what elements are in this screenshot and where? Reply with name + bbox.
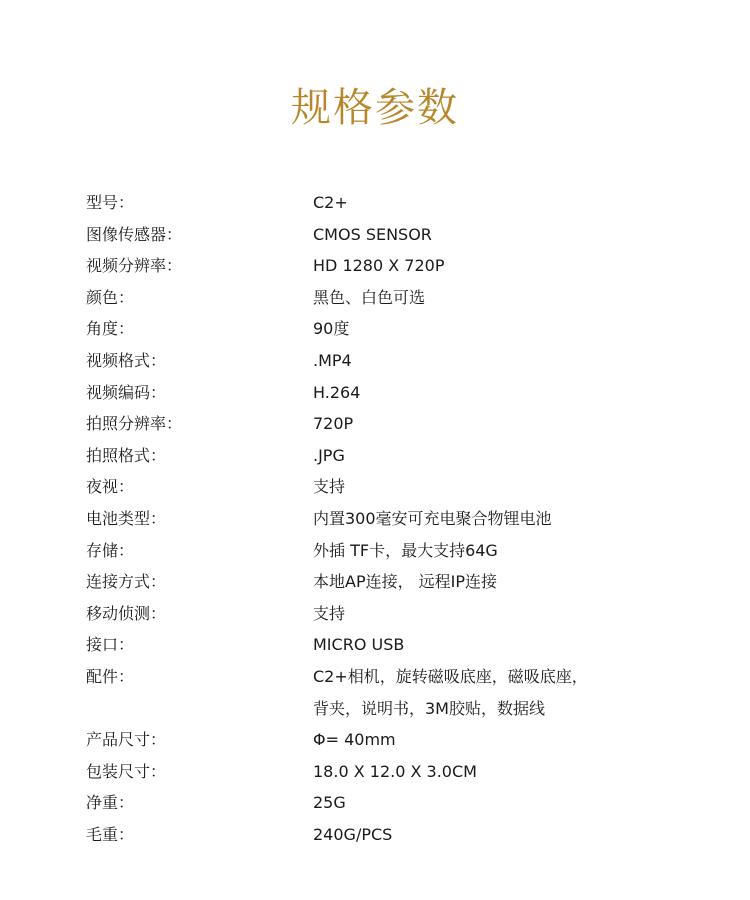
spec-row-battery: [0, 503, 750, 535]
spec-label: 角度：: [86, 319, 135, 339]
spec-label: 图像传感器：: [86, 224, 183, 244]
spec-row-image-sensor: [0, 219, 750, 251]
spec-row-photo-resolution: [0, 408, 750, 440]
spec-label: 配件：: [86, 666, 135, 686]
spec-row-video-resolution: [0, 250, 750, 282]
spec-label: 接口：: [86, 635, 135, 655]
spec-value: MICRO USB: [313, 635, 405, 655]
spec-value: C2+: [313, 193, 348, 212]
spec-label: 视频编码：: [86, 382, 167, 402]
spec-row-video-encoding: [0, 377, 750, 409]
spec-row-package-size: [0, 756, 750, 788]
spec-row-night-vision: [0, 471, 750, 503]
spec-row-angle: [0, 313, 750, 345]
spec-row-accessories: [0, 661, 750, 724]
spec-value: 90度: [313, 319, 350, 339]
spec-value: .MP4: [313, 350, 352, 370]
spec-row-connection: [0, 566, 750, 598]
spec-value: 外插 TF卡，最大支持64G: [313, 540, 498, 560]
spec-value: C2+相机，旋转磁吸底座，磁吸底座，: [313, 666, 588, 686]
spec-value: 25G: [313, 793, 346, 813]
spec-row-photo-format: [0, 440, 750, 472]
spec-label: 毛重：: [86, 824, 135, 844]
spec-value: 18.0 X 12.0 X 3.0CM: [313, 761, 477, 781]
spec-label: 净重：: [86, 793, 135, 813]
spec-row-product-size: [0, 724, 750, 756]
spec-row-motion-detection: [0, 598, 750, 630]
spec-label: 移动侦测：: [86, 603, 167, 623]
page-title: 规格参数: [291, 85, 459, 131]
spec-value: 本地AP连接， 远程IP连接: [313, 572, 498, 592]
spec-label: 电池类型：: [86, 508, 167, 528]
spec-row-model: [0, 187, 750, 219]
spec-label: 产品尺寸：: [86, 730, 167, 750]
spec-list: [0, 187, 750, 850]
spec-value: CMOS SENSOR: [313, 224, 432, 244]
spec-label: 拍照格式：: [86, 445, 167, 465]
spec-label: 拍照分辨率：: [86, 414, 183, 434]
spec-row-net-weight: [0, 787, 750, 819]
spec-value: 内置300毫安可充电聚合物锂电池: [313, 508, 552, 528]
spec-label: 视频分辨率：: [86, 256, 183, 276]
spec-row-video-format: [0, 345, 750, 377]
spec-value: .JPG: [313, 445, 345, 465]
spec-value: 240G/PCS: [313, 824, 393, 844]
spec-value: HD 1280 X 720P: [313, 256, 445, 276]
spec-value: 黑色、白色可选: [313, 287, 426, 307]
spec-value: 支持: [313, 603, 346, 623]
spec-row-storage: [0, 535, 750, 567]
spec-label: 型号：: [86, 193, 135, 212]
spec-row-color: [0, 282, 750, 314]
spec-value: H.264: [313, 382, 361, 402]
spec-label: 存储：: [86, 540, 135, 560]
spec-row-interface: [0, 629, 750, 661]
spec-value: 720P: [313, 414, 354, 434]
spec-label: 颜色：: [86, 287, 135, 307]
spec-label: 包装尺寸：: [86, 761, 167, 781]
spec-label: 视频格式：: [86, 350, 167, 370]
spec-label: 连接方式：: [86, 572, 167, 592]
spec-value: Φ= 40mm: [313, 730, 396, 750]
spec-row-gross-weight: [0, 819, 750, 851]
spec-label: 夜视：: [86, 477, 135, 497]
spec-value-continued: 背夹，说明书，3M胶贴，数据线: [313, 698, 545, 718]
spec-value: 支持: [313, 477, 346, 497]
